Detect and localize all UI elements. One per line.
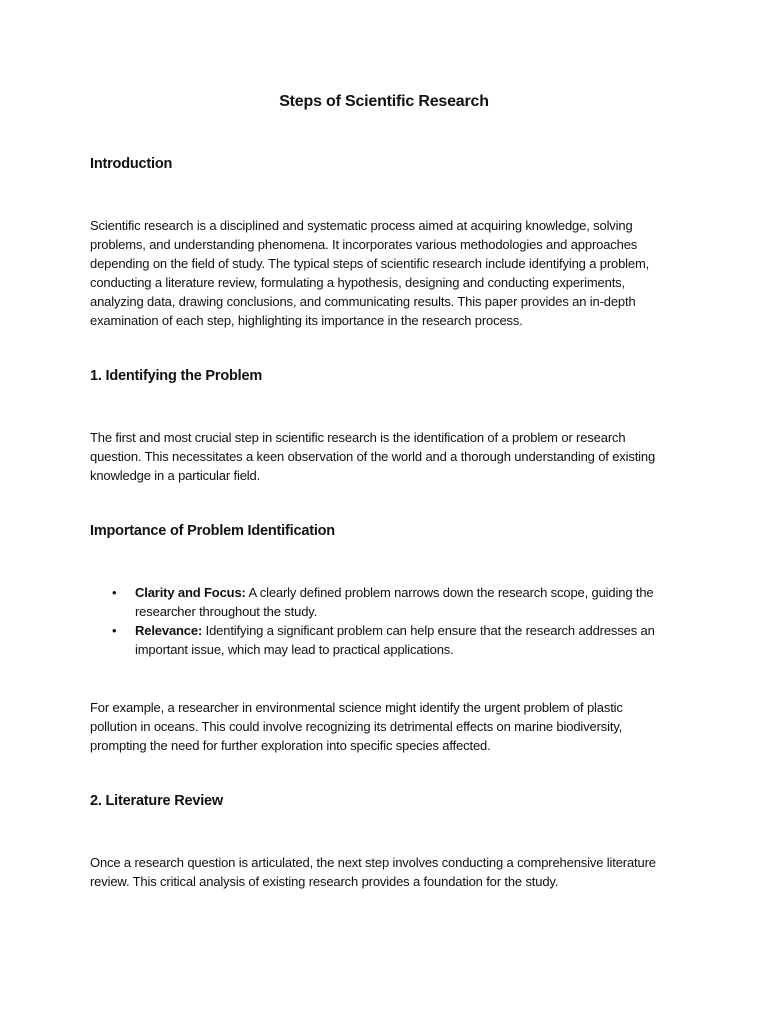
bullet-text: Identifying a significant problem can help ensure that the research addresses an important issue, which may lead to practical applications. xyxy=(135,623,655,657)
introduction-paragraph: Scientific research is a disciplined and systematic process aimed at acquiring knowledge, solving problems, and understanding phenomena. It incorporates various methodologies and approaches depending on the field of study. The typical steps of scientific research include identifying a problem, conducting a literature review, formulating a hypothesis, designing and conducting experiments, analyzing data, drawing conclusions, and communicating results. This paper provides an in-depth examination of each step, highlighting its importance in the research process. xyxy=(90,218,650,328)
bullet-icon: • xyxy=(112,623,117,638)
bullet-text: A clearly defined problem narrows down the research scope, guiding the researcher throughout the study. xyxy=(135,585,654,619)
bullet-icon: • xyxy=(112,585,117,600)
bullet-item-relevance xyxy=(90,621,660,659)
bullet-term: Clarity and Focus: xyxy=(135,585,246,600)
section-1-paragraph: The first and most crucial step in scientific research is the identification of a problem or research question. This necessitates a keen observation of the world and a thorough understanding of existing knowledge in a particular field. xyxy=(90,430,656,483)
section-2-heading: 2. Literature Review xyxy=(90,793,223,809)
introduction-heading: Introduction xyxy=(90,156,173,172)
bullet-term: Relevance: xyxy=(135,623,203,638)
importance-bullet-list xyxy=(90,583,660,659)
bullet-item-clarity xyxy=(90,583,660,621)
importance-heading: Importance of Problem Identification xyxy=(90,523,335,539)
section-1-heading: 1. Identifying the Problem xyxy=(90,368,263,384)
document-title: Steps of Scientific Research xyxy=(279,93,489,110)
example-paragraph: For example, a researcher in environmental science might identify the urgent problem of plastic pollution in oceans. This could involve recognizing its detrimental effects on marine biodiversity, prompting the need for further exploration into specific species affected. xyxy=(90,700,623,753)
section-2-paragraph: Once a research question is articulated, the next step involves conducting a comprehensive literature review. This critical analysis of existing research provides a foundation for the study. xyxy=(90,855,656,889)
